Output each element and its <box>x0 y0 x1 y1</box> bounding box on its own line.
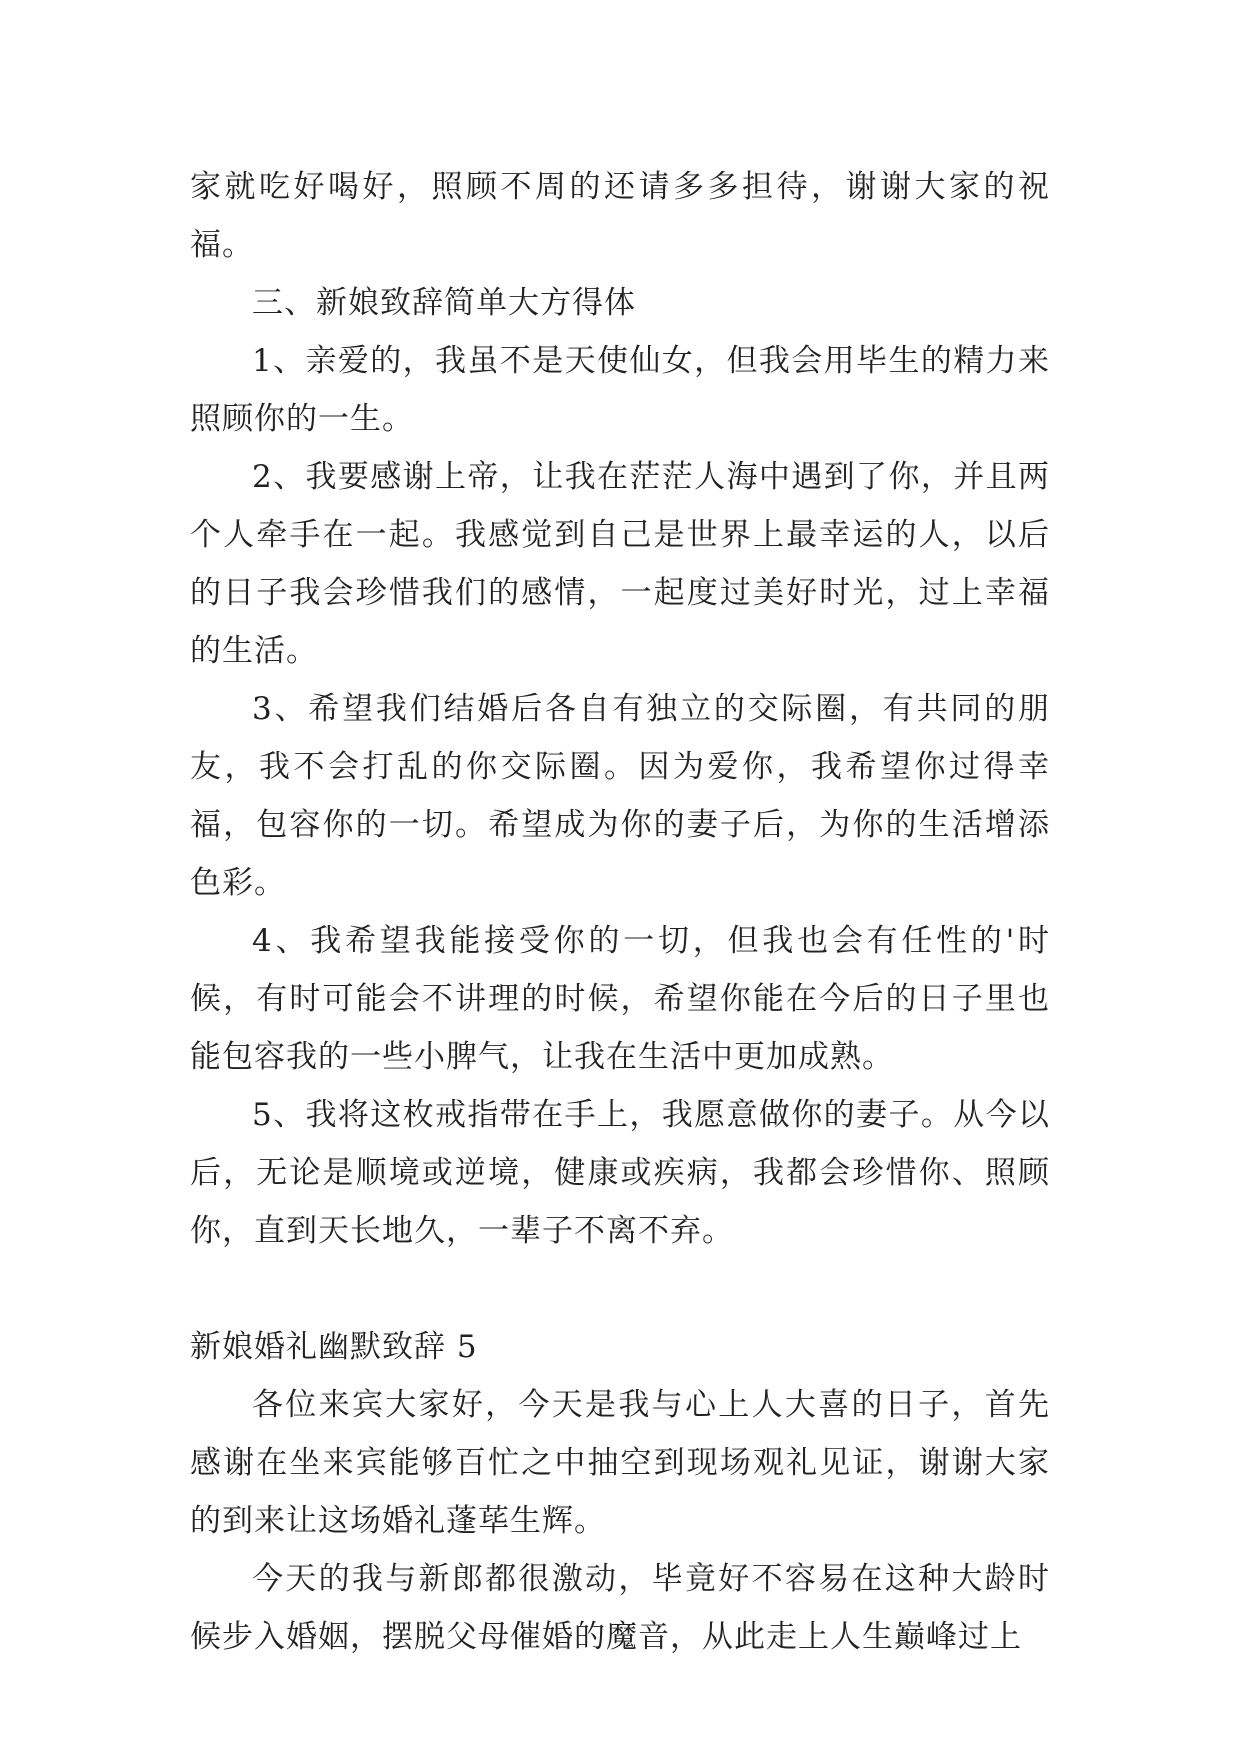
paragraph-item-3: 3、希望我们结婚后各自有独立的交际圈，有共同的朋友，我不会打乱的你交际圈。因为爱你，我希望你过得幸福，包容你的一切。希望成为你的妻子后，为你的生活增添色彩。 <box>190 691 1050 901</box>
section-title: 新娘婚礼幽默致辞 5 <box>190 1329 478 1365</box>
section-heading-3: 三、新娘致辞简单大方得体 <box>252 285 636 321</box>
paragraph-item-1: 1、亲爱的，我虽不是天使仙女，但我会用毕生的精力来照顾你的一生。 <box>190 343 1050 437</box>
section-paragraph-2: 今天的我与新郎都很激动，毕竟好不容易在这种大龄时候步入婚姻，摆脱父母催婚的魔音，从此走上人生巅峰过上 <box>190 1561 1050 1655</box>
paragraph-item-2: 2、我要感谢上帝，让我在茫茫人海中遇到了你，并且两个人牵手在一起。我感觉到自己是世界上最幸运的人，以后的日子我会珍惜我们的感情，一起度过美好时光，过上幸福的生活。 <box>190 459 1050 669</box>
paragraph-continuation: 家就吃好喝好，照顾不周的还请多多担待，谢谢大家的祝福。 <box>190 169 1050 263</box>
paragraph-item-4: 4、我希望我能接受你的一切，但我也会有任性的'时候，有时可能会不讲理的时候，希望你能在今后的日子里也能包容我的一些小脾气，让我在生活中更加成熟。 <box>190 923 1050 1075</box>
section-paragraph-1: 各位来宾大家好，今天是我与心上人大喜的日子，首先感谢在坐来宾能够百忙之中抽空到现场观礼见证，谢谢大家的到来让这场婚礼蓬荜生辉。 <box>190 1387 1050 1539</box>
paragraph-item-5: 5、我将这枚戒指带在手上，我愿意做你的妻子。从今以后，无论是顺境或逆境，健康或疾病，我都会珍惜你、照顾你，直到天长地久，一辈子不离不弃。 <box>190 1097 1050 1249</box>
document-body <box>190 158 1050 1666</box>
